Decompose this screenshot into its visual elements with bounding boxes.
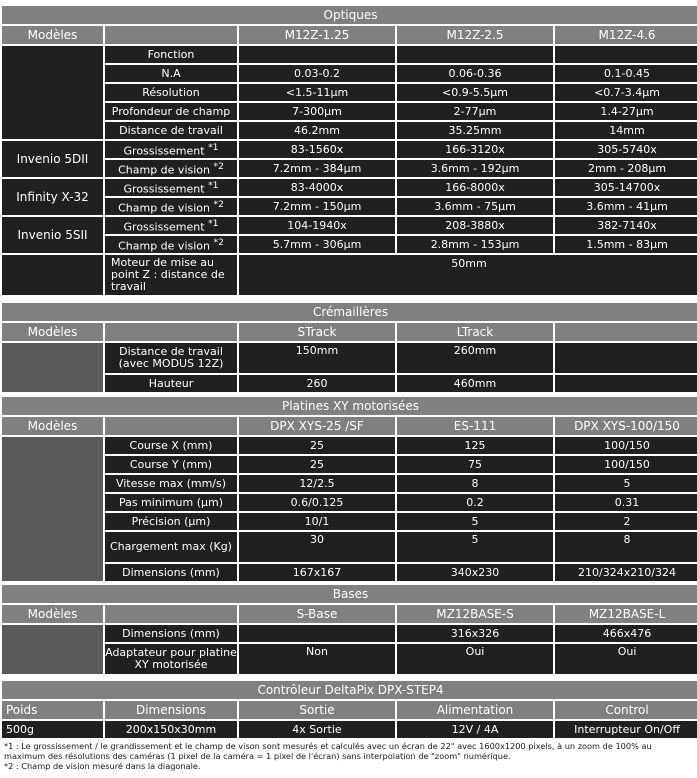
controleur-table [0, 679, 697, 740]
value-cell: 0.06-0.36 [397, 65, 553, 82]
row-label-dimensions: Dimensions (mm) [105, 564, 237, 581]
header-alimentation: Alimentation [397, 701, 553, 719]
value-cell: 25 [239, 456, 395, 473]
value-cell: 35.25mm [397, 122, 553, 139]
value-cell: 75 [397, 456, 553, 473]
empty-cell [105, 417, 237, 435]
row-label-profondeur: Profondeur de champ [105, 103, 237, 120]
value-cell: 1.5mm - 83µm [555, 236, 697, 253]
row-label-champ: Champ de vision $^{*2}$ [105, 198, 237, 215]
value-cell: 0.03-0.2 [239, 65, 395, 82]
value-cell: 7-300µm [239, 103, 395, 120]
value-cell [555, 46, 697, 63]
value-cell: 3.6mm - 192µm [397, 160, 553, 177]
optiques-table [0, 4, 697, 297]
row-label-grossissement: Grossissement $^{*1}$ [105, 179, 237, 196]
value-cell: <0.7-3.4µm [555, 84, 697, 101]
value-dimensions: 200x150x30mm [105, 721, 237, 738]
value-cell: 0.31 [555, 494, 697, 511]
footnote-2: *2 : Champ de vision mesuré dans la diagonale. [4, 761, 201, 771]
value-cell: 260 [239, 375, 395, 392]
cremailleres-table [0, 301, 697, 394]
bases-title: Bases [2, 585, 697, 603]
platines-table [0, 395, 697, 583]
value-cell: Oui [397, 644, 553, 674]
cremailleres-models-label: Modèles [2, 323, 103, 341]
row-label-pas: Pas minimum (µm) [105, 494, 237, 511]
row-label-chargement: Chargement max (Kg) [105, 532, 237, 562]
value-cell: 0.2 [397, 494, 553, 511]
value-cell: 210/324x210/324 [555, 564, 697, 581]
value-cell: 83-4000x [239, 179, 395, 196]
camera-infinity-x32: Infinity X-32 [2, 179, 103, 215]
optiques-title: Optiques [2, 6, 697, 24]
value-sortie: 4x Sortie [239, 721, 395, 738]
value-cell: <1.5-11µm [239, 84, 395, 101]
cremailleres-left-block [2, 343, 103, 392]
value-cell [397, 46, 553, 63]
value-cell [555, 343, 697, 373]
bases-model-2: MZ12BASE-S [397, 605, 553, 623]
value-cell: 2.8mm - 153µm [397, 236, 553, 253]
value-cell: 340x230 [397, 564, 553, 581]
value-cell: 30 [239, 532, 395, 562]
optiques-model-1: M12Z-1.25 [239, 26, 395, 44]
optiques-model-2: M12Z-2.5 [397, 26, 553, 44]
row-label-champ: Champ de vision $^{*2}$ [105, 236, 237, 253]
platines-left-block [2, 437, 103, 581]
value-cell: 2-77µm [397, 103, 553, 120]
bases-model-1: S-Base [239, 605, 395, 623]
value-control: Interrupteur On/Off [555, 721, 697, 738]
footnotes [4, 741, 694, 771]
empty-cell [105, 605, 237, 623]
empty-cell [2, 255, 103, 295]
row-label-champ: Champ de vision $^{*2}$ [105, 160, 237, 177]
value-cell: 166-8000x [397, 179, 553, 196]
row-label-course-x: Course X (mm) [105, 437, 237, 454]
header-dimensions: Dimensions [105, 701, 237, 719]
cremailleres-title: Crémaillères [2, 303, 697, 321]
optiques-model-3: M12Z-4.6 [555, 26, 697, 44]
value-cell: Non [239, 644, 395, 674]
optiques-left-block [2, 46, 103, 139]
value-cell: 8 [555, 532, 697, 562]
header-sortie: Sortie [239, 701, 395, 719]
value-cell: 5 [397, 532, 553, 562]
value-cell: 25 [239, 437, 395, 454]
value-cell: 46.2mm [239, 122, 395, 139]
row-label-dimensions: Dimensions (mm) [105, 625, 237, 642]
value-cell: <0.9-5.5µm [397, 84, 553, 101]
row-label-resolution: Résolution [105, 84, 237, 101]
value-cell: 3.6mm - 75µm [397, 198, 553, 215]
controleur-title: Contrôleur DeltaPix DPX-STEP4 [2, 681, 697, 699]
row-label-vitesse: Vitesse max (mm/s) [105, 475, 237, 492]
row-label-precision: Précision (µm) [105, 513, 237, 530]
value-cell: 14mm [555, 122, 697, 139]
value-poids: 500g [2, 721, 103, 738]
value-cell: 100/150 [555, 437, 697, 454]
value-cell: 460mm [397, 375, 553, 392]
value-cell: 5 [555, 475, 697, 492]
value-cell: 0.6/0.125 [239, 494, 395, 511]
cremailleres-model-3 [555, 323, 697, 341]
value-cell: 305-14700x [555, 179, 697, 196]
value-cell: 2mm - 208µm [555, 160, 697, 177]
value-cell: 466x476 [555, 625, 697, 642]
cremailleres-model-1: STrack [239, 323, 395, 341]
row-label-na: N.A [105, 65, 237, 82]
header-poids: Poids [2, 701, 103, 719]
optiques-models-label: Modèles [2, 26, 103, 44]
value-cell: 5 [397, 513, 553, 530]
row-label-distance-modus: Distance de travail (avec MODUS 12Z) [105, 343, 237, 373]
bases-left-block [2, 625, 103, 674]
row-label-moteur: Moteur de mise au point Z : distance de travail [105, 255, 237, 295]
camera-invenio-5sii: Invenio 5SII [2, 217, 103, 253]
cremailleres-model-2: LTrack [397, 323, 553, 341]
value-cell: 10/1 [239, 513, 395, 530]
value-alimentation: 12V / 4A [397, 721, 553, 738]
value-cell: 382-7140x [555, 217, 697, 234]
row-label-distance: Distance de travail [105, 122, 237, 139]
value-cell: 8 [397, 475, 553, 492]
value-cell: 0.1-0.45 [555, 65, 697, 82]
value-cell: 5.7mm - 306µm [239, 236, 395, 253]
footnote-1: *1 : Le grossissement / le grandissement et le champ de vison sont mesurés et calculés avec un écran de 22" avec 1600x1200 pixels, à un zoom de 100% au maximum des résolutions des caméras (1 pixel de la caméra = 1 pixel de l'écran) sans interpolation de "zoom" numérique. [4, 741, 652, 761]
row-label-adaptateur: Adaptateur pour platine XY motorisée [105, 644, 237, 674]
platines-model-1: DPX XYS-25 /SF [239, 417, 395, 435]
row-label-grossissement: Grossissement $^{*1}$ [105, 141, 237, 158]
value-cell: 167x167 [239, 564, 395, 581]
motor-value: 50mm [239, 255, 697, 295]
bases-table [0, 583, 697, 676]
value-cell: 100/150 [555, 456, 697, 473]
platines-title: Platines XY motorisées [2, 397, 697, 415]
value-cell [239, 46, 395, 63]
platines-model-2: ES-111 [397, 417, 553, 435]
value-cell: 104-1940x [239, 217, 395, 234]
value-cell: 166-3120x [397, 141, 553, 158]
bases-model-3: MZ12BASE-L [555, 605, 697, 623]
value-cell: 2 [555, 513, 697, 530]
empty-cell [105, 323, 237, 341]
row-label-course-y: Course Y (mm) [105, 456, 237, 473]
value-cell: 150mm [239, 343, 395, 373]
header-control: Control [555, 701, 697, 719]
value-cell: 83-1560x [239, 141, 395, 158]
empty-cell [105, 26, 237, 44]
value-cell: 260mm [397, 343, 553, 373]
row-label-fonction: Fonction [105, 46, 237, 63]
value-cell: 316x326 [397, 625, 553, 642]
value-cell: 7.2mm - 150µm [239, 198, 395, 215]
camera-invenio-5dii: Invenio 5DII [2, 141, 103, 177]
value-cell: 305-5740x [555, 141, 697, 158]
value-cell [239, 625, 395, 642]
row-label-grossissement: Grossissement $^{*1}$ [105, 217, 237, 234]
value-cell: 7.2mm - 384µm [239, 160, 395, 177]
bases-models-label: Modèles [2, 605, 103, 623]
value-cell: Oui [555, 644, 697, 674]
value-cell [555, 375, 697, 392]
value-cell: 12/2.5 [239, 475, 395, 492]
platines-model-3: DPX XYS-100/150 [555, 417, 697, 435]
row-label-hauteur: Hauteur [105, 375, 237, 392]
value-cell: 1.4-27µm [555, 103, 697, 120]
value-cell: 208-3880x [397, 217, 553, 234]
value-cell: 3.6mm - 41µm [555, 198, 697, 215]
platines-models-label: Modèles [2, 417, 103, 435]
value-cell: 125 [397, 437, 553, 454]
